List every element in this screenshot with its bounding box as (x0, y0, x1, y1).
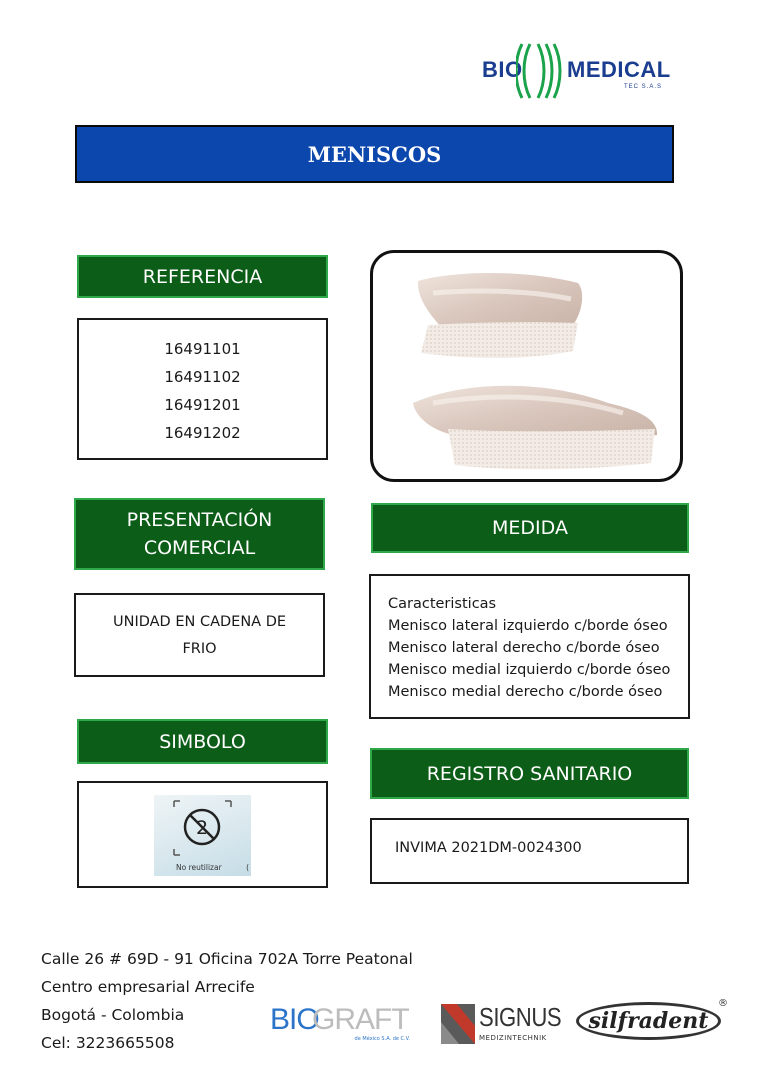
presentacion-text-line2: FRIO (182, 641, 217, 657)
presentacion-header (74, 498, 325, 570)
biomedical-logo (482, 40, 682, 102)
biograft-logo-text-b: GRAFT (312, 1003, 409, 1036)
address-line: Bogotá - Colombia (41, 1006, 185, 1024)
silfradent-logo (576, 998, 728, 1042)
logo-wave-icon (516, 40, 572, 102)
registered-mark-icon: ® (718, 998, 728, 1009)
svg-text:2: 2 (195, 817, 209, 839)
medida-header (371, 503, 689, 553)
presentacion-label-line1: PRESENTACIÓN (126, 509, 273, 531)
medida-line: Caracteristicas (388, 596, 497, 612)
registro-label: REGISTRO SANITARIO (426, 762, 633, 785)
simbolo-label: SIMBOLO (159, 730, 246, 753)
medida-box (369, 574, 690, 719)
medida-line: Menisco lateral derecho c/borde óseo (388, 640, 660, 656)
signus-logo-sub: MEDIZINTECHNIK (479, 1034, 547, 1042)
page-title: MENISCOS (307, 141, 442, 167)
address-line: Calle 26 # 69D - 91 Oficina 702A Torre Peatonal (41, 950, 413, 968)
presentacion-text-line1: UNIDAD EN CADENA DE (112, 614, 287, 630)
presentacion-label-line2: COMERCIAL (143, 537, 256, 559)
simbolo-header (77, 719, 328, 764)
signus-logo-text: SIGNUS (479, 1002, 562, 1032)
medida-line: Menisco medial derecho c/borde óseo (388, 684, 663, 700)
presentacion-label (127, 506, 273, 562)
symbol-caption-extra: ( (246, 863, 249, 872)
logo-text-bio: BIO (482, 57, 523, 82)
symbol-image (154, 795, 251, 876)
silfradent-logo-text: silfradent (588, 1008, 709, 1034)
simbolo-box (77, 781, 328, 888)
meniscus-product-photo (373, 253, 680, 479)
biograft-logo (270, 1003, 410, 1045)
product-image-frame (370, 250, 683, 482)
logo-subtext: TEC S.A.S (624, 84, 663, 90)
referencia-header (77, 255, 328, 298)
reference-item: 16491201 (164, 396, 241, 414)
page-title-bar (75, 125, 674, 183)
registro-value: INVIMA 2021DM-0024300 (395, 840, 582, 856)
reference-item: 16491202 (164, 424, 241, 442)
address-line: Cel: 3223665508 (41, 1034, 175, 1052)
symbol-caption: No reutilizar (176, 863, 222, 872)
medida-line: Menisco medial izquierdo c/borde óseo (388, 662, 671, 678)
address-line: Centro empresarial Arrecife (41, 978, 255, 996)
reference-item: 16491101 (164, 340, 241, 358)
referencia-label: REFERENCIA (142, 265, 263, 288)
biograft-logo-text-a: BIO (270, 1003, 319, 1036)
presentacion-box (74, 593, 325, 677)
registro-box (370, 818, 689, 884)
signus-mark-icon (441, 1004, 475, 1044)
registro-header (370, 748, 689, 799)
medida-label: MEDIDA (492, 517, 568, 539)
reference-item: 16491102 (164, 368, 241, 386)
silfradent-oval (576, 1002, 721, 1040)
signus-logo (441, 1002, 562, 1046)
medida-line: Menisco lateral izquierdo c/borde óseo (388, 618, 668, 634)
logo-text-medical: MEDICAL (567, 57, 671, 82)
referencia-box (77, 318, 328, 460)
biograft-logo-sub: de México S.A. de C.V. (354, 1036, 410, 1042)
